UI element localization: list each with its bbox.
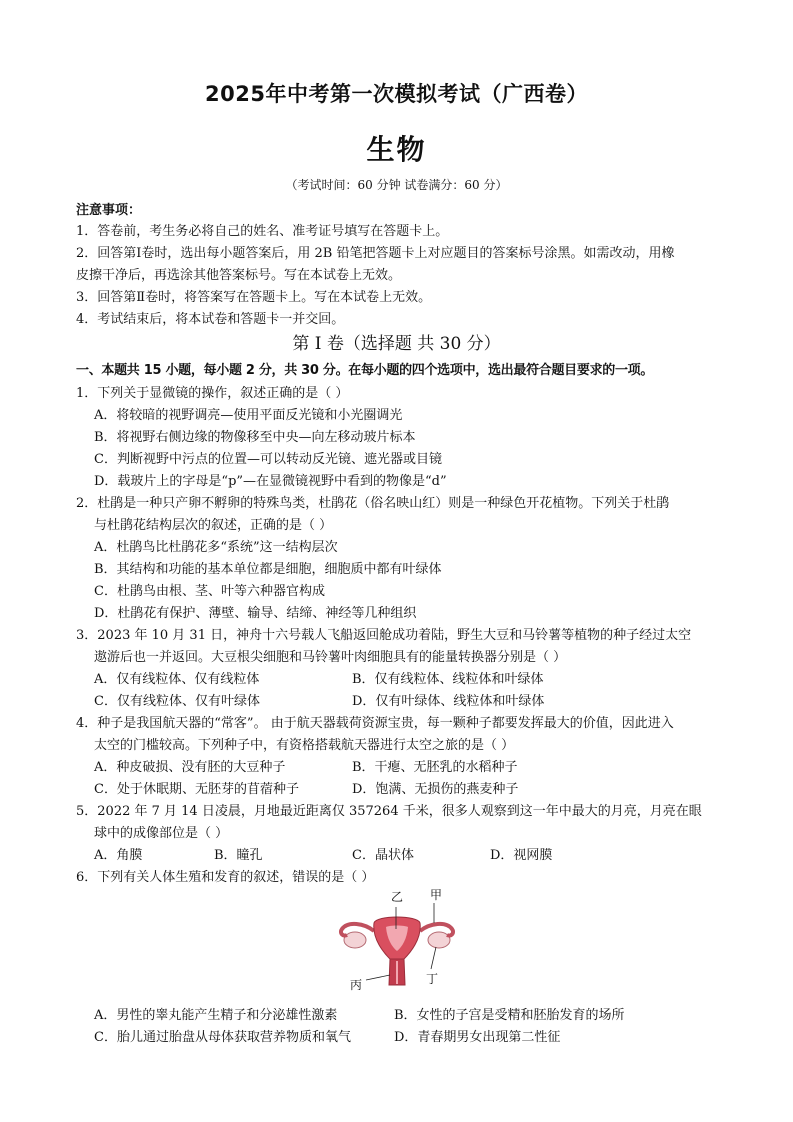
notes-heading: 注意事项： bbox=[76, 203, 142, 218]
label-line-bing bbox=[366, 975, 390, 980]
female-reproductive-system-diagram bbox=[334, 885, 460, 993]
question-stem: 球中的成像部位是（ ） bbox=[94, 826, 229, 841]
question-option: B．瞳孔 bbox=[214, 848, 263, 863]
question-stem: 3．2023 年 10 月 31 日，神舟十六号载人飞船返回舱成功着陆，野生大豆和马铃薯等植物的种子经过太空 bbox=[76, 628, 692, 643]
figure-label-ding: 丁 bbox=[426, 972, 439, 986]
note-line: 1．答卷前，考生务必将自己的姓名、准考证号填写在答题卡上。 bbox=[76, 224, 449, 239]
question-stem: 4．种子是我国航天器的“常客”。 由于航天器载荷资源宝贵，每一颗种子都要发挥最大的价值，因此进入 bbox=[76, 716, 674, 731]
question-stem: 1．下列关于显微镜的操作，叙述正确的是（ ） bbox=[76, 386, 349, 401]
question-option: C．处于休眠期、无胚芽的苜蓿种子 bbox=[94, 782, 299, 797]
note-line: 4．考试结束后，将本试卷和答题卡一并交回。 bbox=[76, 312, 345, 327]
question-option: D．青春期男女出现第二性征 bbox=[394, 1030, 561, 1045]
question-option: D．饱满、无损伤的燕麦种子 bbox=[352, 782, 519, 797]
note-line: 2．回答第Ⅰ卷时，选出每小题答案后，用 2B 铅笔把答题卡上对应题目的答案标号涂黑。如需改动，用橡 bbox=[76, 246, 675, 261]
question-option: C．晶状体 bbox=[352, 848, 414, 863]
question-option: B．其结构和功能的基本单位都是细胞，细胞质中都有叶绿体 bbox=[94, 562, 442, 577]
label-line-ding bbox=[431, 947, 436, 969]
question-option: D．仅有叶绿体、线粒体和叶绿体 bbox=[352, 694, 545, 709]
question-option: A．杜鹃鸟比杜鹃花多“系统”这一结构层次 bbox=[94, 540, 338, 555]
question-stem: 5．2022 年 7 月 14 日凌晨，月地最近距离仅 357264 千米，很多人观察到这一年中最大的月亮，月亮在眼 bbox=[76, 804, 702, 819]
section-intro: 一、本题共 15 小题，每小题 2 分，共 30 分。在每小题的四个选项中，选出最符合题目要求的一项。 bbox=[76, 363, 654, 378]
figure-label-yi: 乙 bbox=[391, 890, 404, 904]
question-option: C．仅有线粒体、仅有叶绿体 bbox=[94, 694, 260, 709]
question-option: A．种皮破损、没有胚的大豆种子 bbox=[94, 760, 286, 775]
exam-info: （考试时间：60 分钟 试卷满分：60 分） bbox=[285, 178, 508, 192]
question-option: A．仅有线粒体、仅有线粒体 bbox=[94, 672, 260, 687]
question-option: B．干瘪、无胚乳的水稻种子 bbox=[352, 760, 518, 775]
exam-title: 2025年中考第一次模拟考试（广西卷） bbox=[205, 82, 588, 106]
figure-label-jia: 甲 bbox=[430, 888, 443, 902]
question-option: C．胎儿通过胎盘从母体获取营养物质和氧气 bbox=[94, 1030, 351, 1045]
question-stem: 6．下列有关人体生殖和发育的叙述，错误的是（ ） bbox=[76, 870, 375, 885]
question-stem: 遨游后也一并返回。大豆根尖细胞和马铃薯叶肉细胞具有的能量转换器分别是（ ） bbox=[94, 650, 567, 665]
question-stem: 与杜鹃花结构层次的叙述，正确的是（ ） bbox=[94, 518, 333, 533]
note-line: 皮擦干净后，再选涂其他答案标号。写在本试卷上无效。 bbox=[76, 268, 402, 283]
figure-label-bing: 丙 bbox=[350, 978, 363, 992]
question-option: B．女性的子宫是受精和胚胎发育的场所 bbox=[394, 1008, 625, 1023]
section-title: 第 I 卷（选择题 共 30 分） bbox=[292, 334, 501, 354]
right-ovary bbox=[428, 932, 450, 948]
question-option: B．仅有线粒体、线粒体和叶绿体 bbox=[352, 672, 544, 687]
subject-title: 生物 bbox=[366, 133, 427, 166]
question-option: D．视网膜 bbox=[490, 848, 553, 863]
question-option: C．判断视野中污点的位置—可以转动反光镜、遮光器或目镜 bbox=[94, 452, 442, 467]
note-line: 3．回答第Ⅱ卷时，将答案写在答题卡上。写在本试卷上无效。 bbox=[76, 290, 432, 305]
question-option: A．角膜 bbox=[94, 848, 143, 863]
question-option: C．杜鹃鸟由根、茎、叶等六种器官构成 bbox=[94, 584, 325, 599]
question-option: A．男性的睾丸能产生精子和分泌雄性激素 bbox=[94, 1008, 338, 1023]
left-ovary bbox=[344, 932, 366, 948]
question-option: A．将较暗的视野调亮—使用平面反光镜和小光圈调光 bbox=[94, 408, 403, 423]
question-option: D．杜鹃花有保护、薄壁、输导、结缔、神经等几种组织 bbox=[94, 606, 417, 621]
question-stem: 太空的门槛较高。下列种子中，有资格搭载航天器进行太空之旅的是（ ） bbox=[94, 738, 515, 753]
question-option: D．载玻片上的字母是“p”—在显微镜视野中看到的物像是“d” bbox=[94, 474, 447, 489]
question-option: B．将视野右侧边缘的物像移至中央—向左移动玻片标本 bbox=[94, 430, 416, 445]
question-stem: 2．杜鹃是一种只产卵不孵卵的特殊鸟类，杜鹃花（俗名映山红）则是一种绿色开花植物。下列关于杜鹃 bbox=[76, 496, 670, 511]
